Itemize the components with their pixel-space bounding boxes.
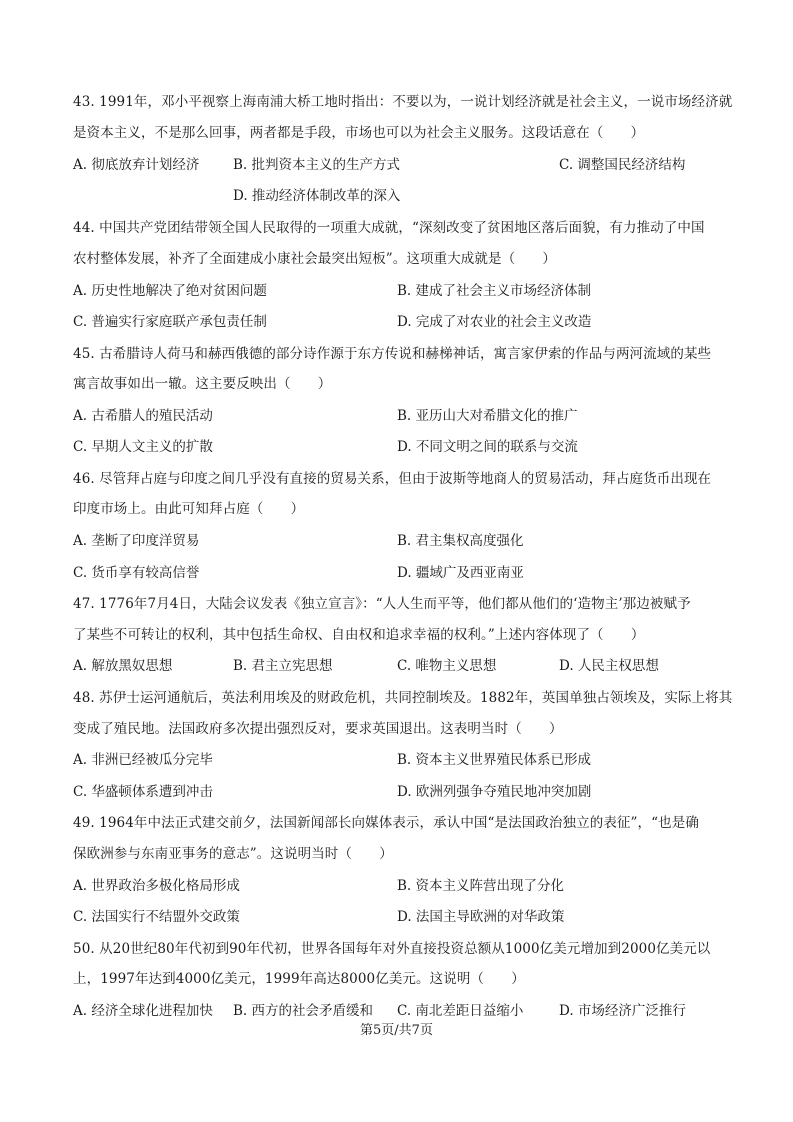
question-43-option-d: D. 推动经济体制改革的深入 bbox=[233, 188, 401, 204]
question-45-option-a: A. 古希腊人的殖民活动 bbox=[73, 408, 213, 424]
question-47-stem-line-2: 了某些不可转让的权利，其中包括生命权、自由权和追求幸福的权利。”上述内容体现了（ ） bbox=[73, 627, 645, 643]
question-46-option-d: D. 疆域广及西亚南亚 bbox=[397, 565, 524, 581]
question-45-option-b: B. 亚历山大对希腊文化的推广 bbox=[397, 408, 578, 424]
question-49-stem-line-2: 保欧洲参与东南亚事务的意志”。这说明当时（ ） bbox=[73, 846, 393, 862]
question-43-option-b: B. 批判资本主义的生产方式 bbox=[233, 157, 401, 173]
question-46-stem-line-2: 印度市场上。由此可知拜占庭（ ） bbox=[73, 501, 305, 517]
question-50-stem-line-2: 上，1997年达到4000亿美元，1999年高达8000亿美元。这说明（ ） bbox=[73, 971, 525, 987]
question-45-stem-line-2: 寓言故事如出一辙。这主要反映出（ ） bbox=[73, 376, 332, 392]
question-48-stem-line-2: 变成了殖民地。法国政府多次提出强烈反对，要求英国退出。这表明当时（ ） bbox=[73, 721, 563, 737]
question-46-option-b: B. 君主集权高度强化 bbox=[397, 533, 524, 549]
question-45-option-d: D. 不同文明之间的联系与交流 bbox=[397, 439, 578, 455]
question-47-option-b: B. 君主立宪思想 bbox=[233, 658, 333, 674]
question-45-option-c: C. 早期人文主义的扩散 bbox=[73, 439, 213, 455]
question-49-option-b: B. 资本主义阵营出现了分化 bbox=[397, 878, 565, 894]
question-48-option-a: A. 非洲已经被瓜分完毕 bbox=[73, 752, 213, 768]
question-48-option-c: C. 华盛顿体系遭到冲击 bbox=[73, 784, 213, 800]
question-43-option-a: A. 彻底放弃计划经济 bbox=[73, 157, 200, 173]
question-43-stem-line-1: 43. 1991年，邓小平视察上海南浦大桥工地时指出：不要以为，一说计划经济就是社会主义，一说市场经济就 bbox=[73, 94, 733, 110]
question-47-option-c: C. 唯物主义思想 bbox=[397, 658, 497, 674]
question-48-option-b: B. 资本主义世界殖民体系已形成 bbox=[397, 752, 592, 768]
question-49-stem-line-1: 49. 1964年中法正式建交前夕，法国新闻部长向媒体表示，承认中国“是法国政治独立的表征”，“也是确 bbox=[73, 815, 699, 831]
question-47-option-a: A. 解放黑奴思想 bbox=[73, 658, 173, 674]
question-44-option-b: B. 建成了社会主义市场经济体制 bbox=[397, 283, 592, 299]
question-43-stem-line-2: 是资本主义，不是那么回事，两者都是手段，市场也可以为社会主义服务。这段话意在（ ） bbox=[73, 125, 645, 141]
question-43-option-c: C. 调整国民经济结构 bbox=[559, 157, 686, 173]
question-44-option-c: C. 普遍实行家庭联产承包责任制 bbox=[73, 314, 267, 330]
question-50-option-c: C. 南北差距日益缩小 bbox=[397, 1003, 524, 1019]
question-49-option-a: A. 世界政治多极化格局形成 bbox=[73, 878, 240, 894]
question-50-option-b: B. 西方的社会矛盾缓和 bbox=[233, 1003, 374, 1019]
question-46-stem-line-1: 46. 尽管拜占庭与印度之间几乎没有直接的贸易关系，但由于波斯等地商人的贸易活动，拜占庭货币出现在 bbox=[73, 471, 712, 487]
question-48-stem-line-1: 48. 苏伊士运河通航后，英法利用埃及的财政危机，共同控制埃及。1882年，英国单独占领埃及，实际上将其 bbox=[73, 690, 733, 706]
question-47-option-d: D. 人民主权思想 bbox=[559, 658, 659, 674]
question-44-option-a: A. 历史性地解决了绝对贫困问题 bbox=[73, 283, 267, 299]
question-49-option-c: C. 法国实行不结盟外交政策 bbox=[73, 909, 240, 925]
question-45-stem-line-1: 45. 古希腊诗人荷马和赫西俄德的部分诗作源于东方传说和赫梯神话，寓言家伊索的作品与两河流域的某些 bbox=[73, 346, 712, 362]
question-50-stem-line-1: 50. 从20世纪80年代初到90年代初，世界各国每年对外直接投资总额从1000亿美元增加到2000亿美元以 bbox=[73, 941, 711, 957]
question-46-option-c: C. 货币享有较高信誉 bbox=[73, 565, 200, 581]
question-50-option-d: D. 市场经济广泛推行 bbox=[559, 1003, 686, 1019]
page-number-footer: 第5页/共7页 bbox=[360, 1023, 433, 1038]
question-49-option-d: D. 法国主导欧洲的对华政策 bbox=[397, 909, 565, 925]
question-47-stem-line-1: 47. 1776年7月4日，大陆会议发表《独立宣言》：“人人生而平等，他们都从他们的‘造物主’那边被赋予 bbox=[73, 596, 691, 612]
question-44-stem-line-2: 农村整体发展，补齐了全面建成小康社会最突出短板”。这项重大成就是（ ） bbox=[73, 251, 557, 267]
question-50-option-a: A. 经济全球化进程加快 bbox=[73, 1003, 213, 1019]
question-48-option-d: D. 欧洲列强争夺殖民地冲突加剧 bbox=[397, 784, 592, 800]
question-44-stem-line-1: 44. 中国共产党团结带领全国人民取得的一项重大成就，“深刻改变了贫困地区落后面貌，有力推动了中国 bbox=[73, 220, 705, 236]
question-44-option-d: D. 完成了对农业的社会主义改造 bbox=[397, 314, 592, 330]
question-46-option-a: A. 垄断了印度洋贸易 bbox=[73, 533, 200, 549]
